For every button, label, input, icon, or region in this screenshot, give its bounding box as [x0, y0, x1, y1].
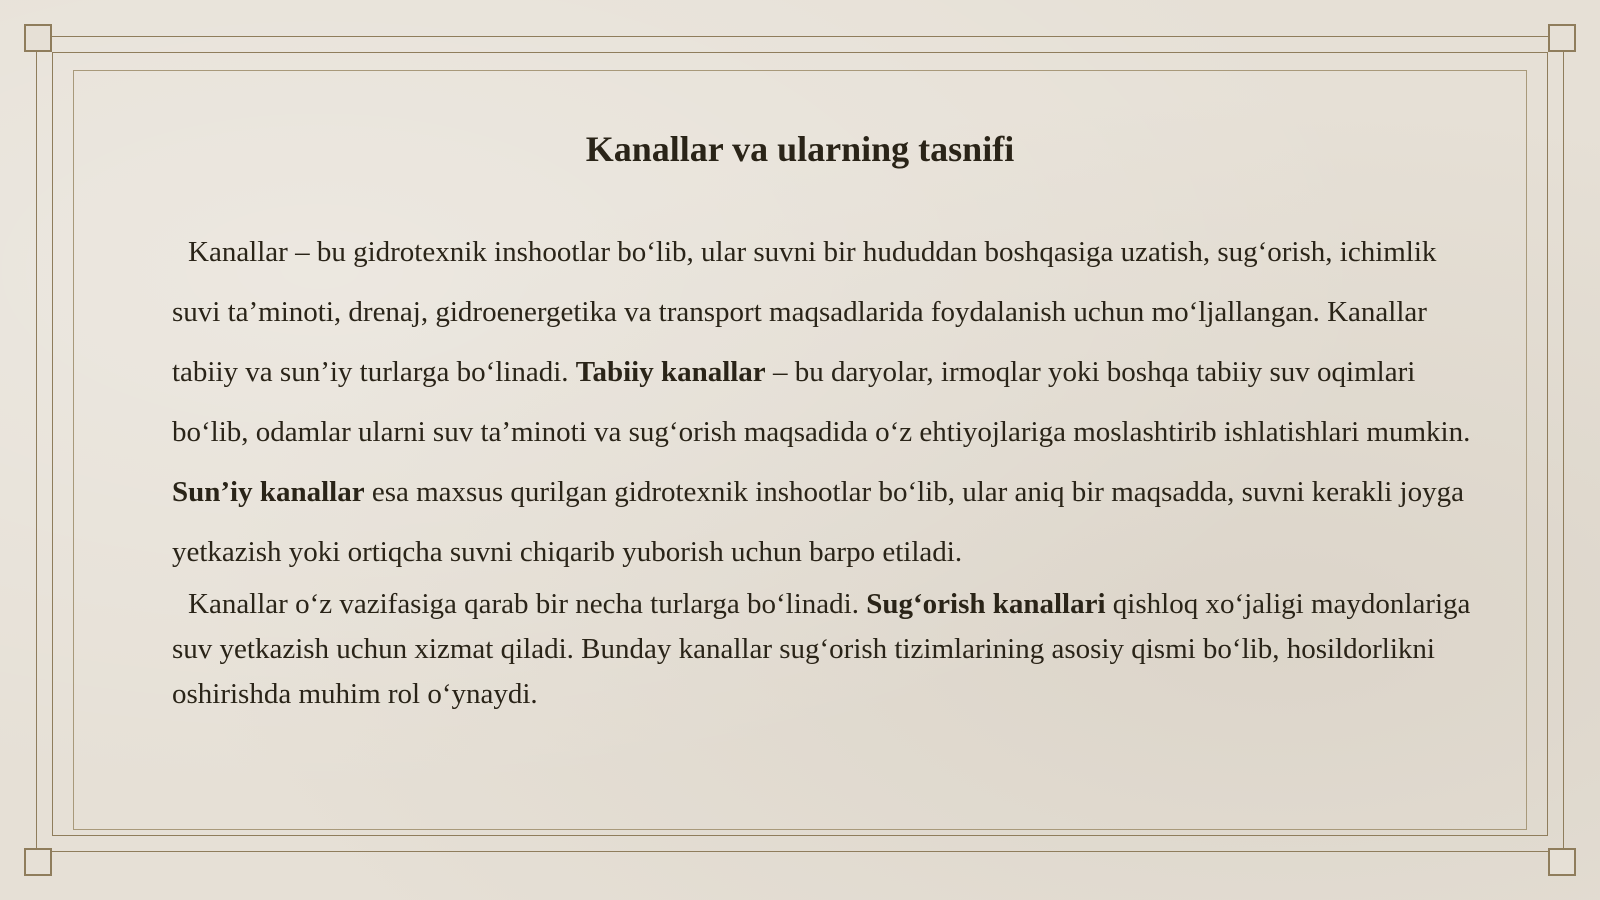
paragraph-2-text-1: Kanallar o‘z vazifasiga qarab bir necha turlarga bo‘linadi. — [188, 588, 867, 620]
term-tabiiy-kanallar: Tabiiy kanallar — [575, 356, 766, 388]
corner-ornament-bottom-left — [24, 848, 52, 876]
paragraph-1-text-3: esa maxsus qurilgan gidrotexnik inshootlar bo‘lib, ular aniq bir maqsadda, suvni kerakli joyga yetkazish yoki ortiqcha suvni chiqarib yuborish uchun barpo etiladi. — [172, 476, 1464, 568]
corner-ornament-top-right — [1548, 24, 1576, 52]
paragraph-1 — [172, 222, 1472, 582]
term-sugorish-kanallari: Sug‘orish kanallari — [866, 588, 1106, 620]
paragraph-1-text-1: Kanallar – bu gidrotexnik inshootlar bo‘lib, ular suvni bir hududdan boshqasiga uzatish, sug‘orish, ichimlik suvi ta’minoti, drenaj, gidroenergetika va transport maqsadlarida foydalanish uchun mo‘ljallangan. Kanallar tabiiy va sun’iy turlarga bo‘linadi. — [172, 236, 1437, 388]
slide-body — [172, 222, 1472, 717]
corner-ornament-top-left — [24, 24, 52, 52]
term-suniy-kanallar: Sun’iy kanallar — [172, 476, 365, 508]
paragraph-1-text-2: – bu daryolar, irmoqlar yoki boshqa tabiiy suv oqimlari bo‘lib, odamlar ularni suv ta’minoti va sug‘orish maqsadida o‘z ehtiyojlariga moslashtirib ishlatishlari mumkin. — [172, 356, 1471, 448]
corner-ornament-bottom-right — [1548, 848, 1576, 876]
slide-title: Kanallar va ularning tasnifi — [585, 129, 1015, 169]
paragraph-2-text-2: qishloq xo‘jaligi maydonlariga suv yetkazish uchun xizmat qiladi. Bunday kanallar sug‘orish tizimlarining asosiy qismi bo‘lib, hosildorlikni oshirishda muhim rol o‘ynaydi. — [172, 588, 1471, 710]
paragraph-2 — [172, 582, 1472, 717]
